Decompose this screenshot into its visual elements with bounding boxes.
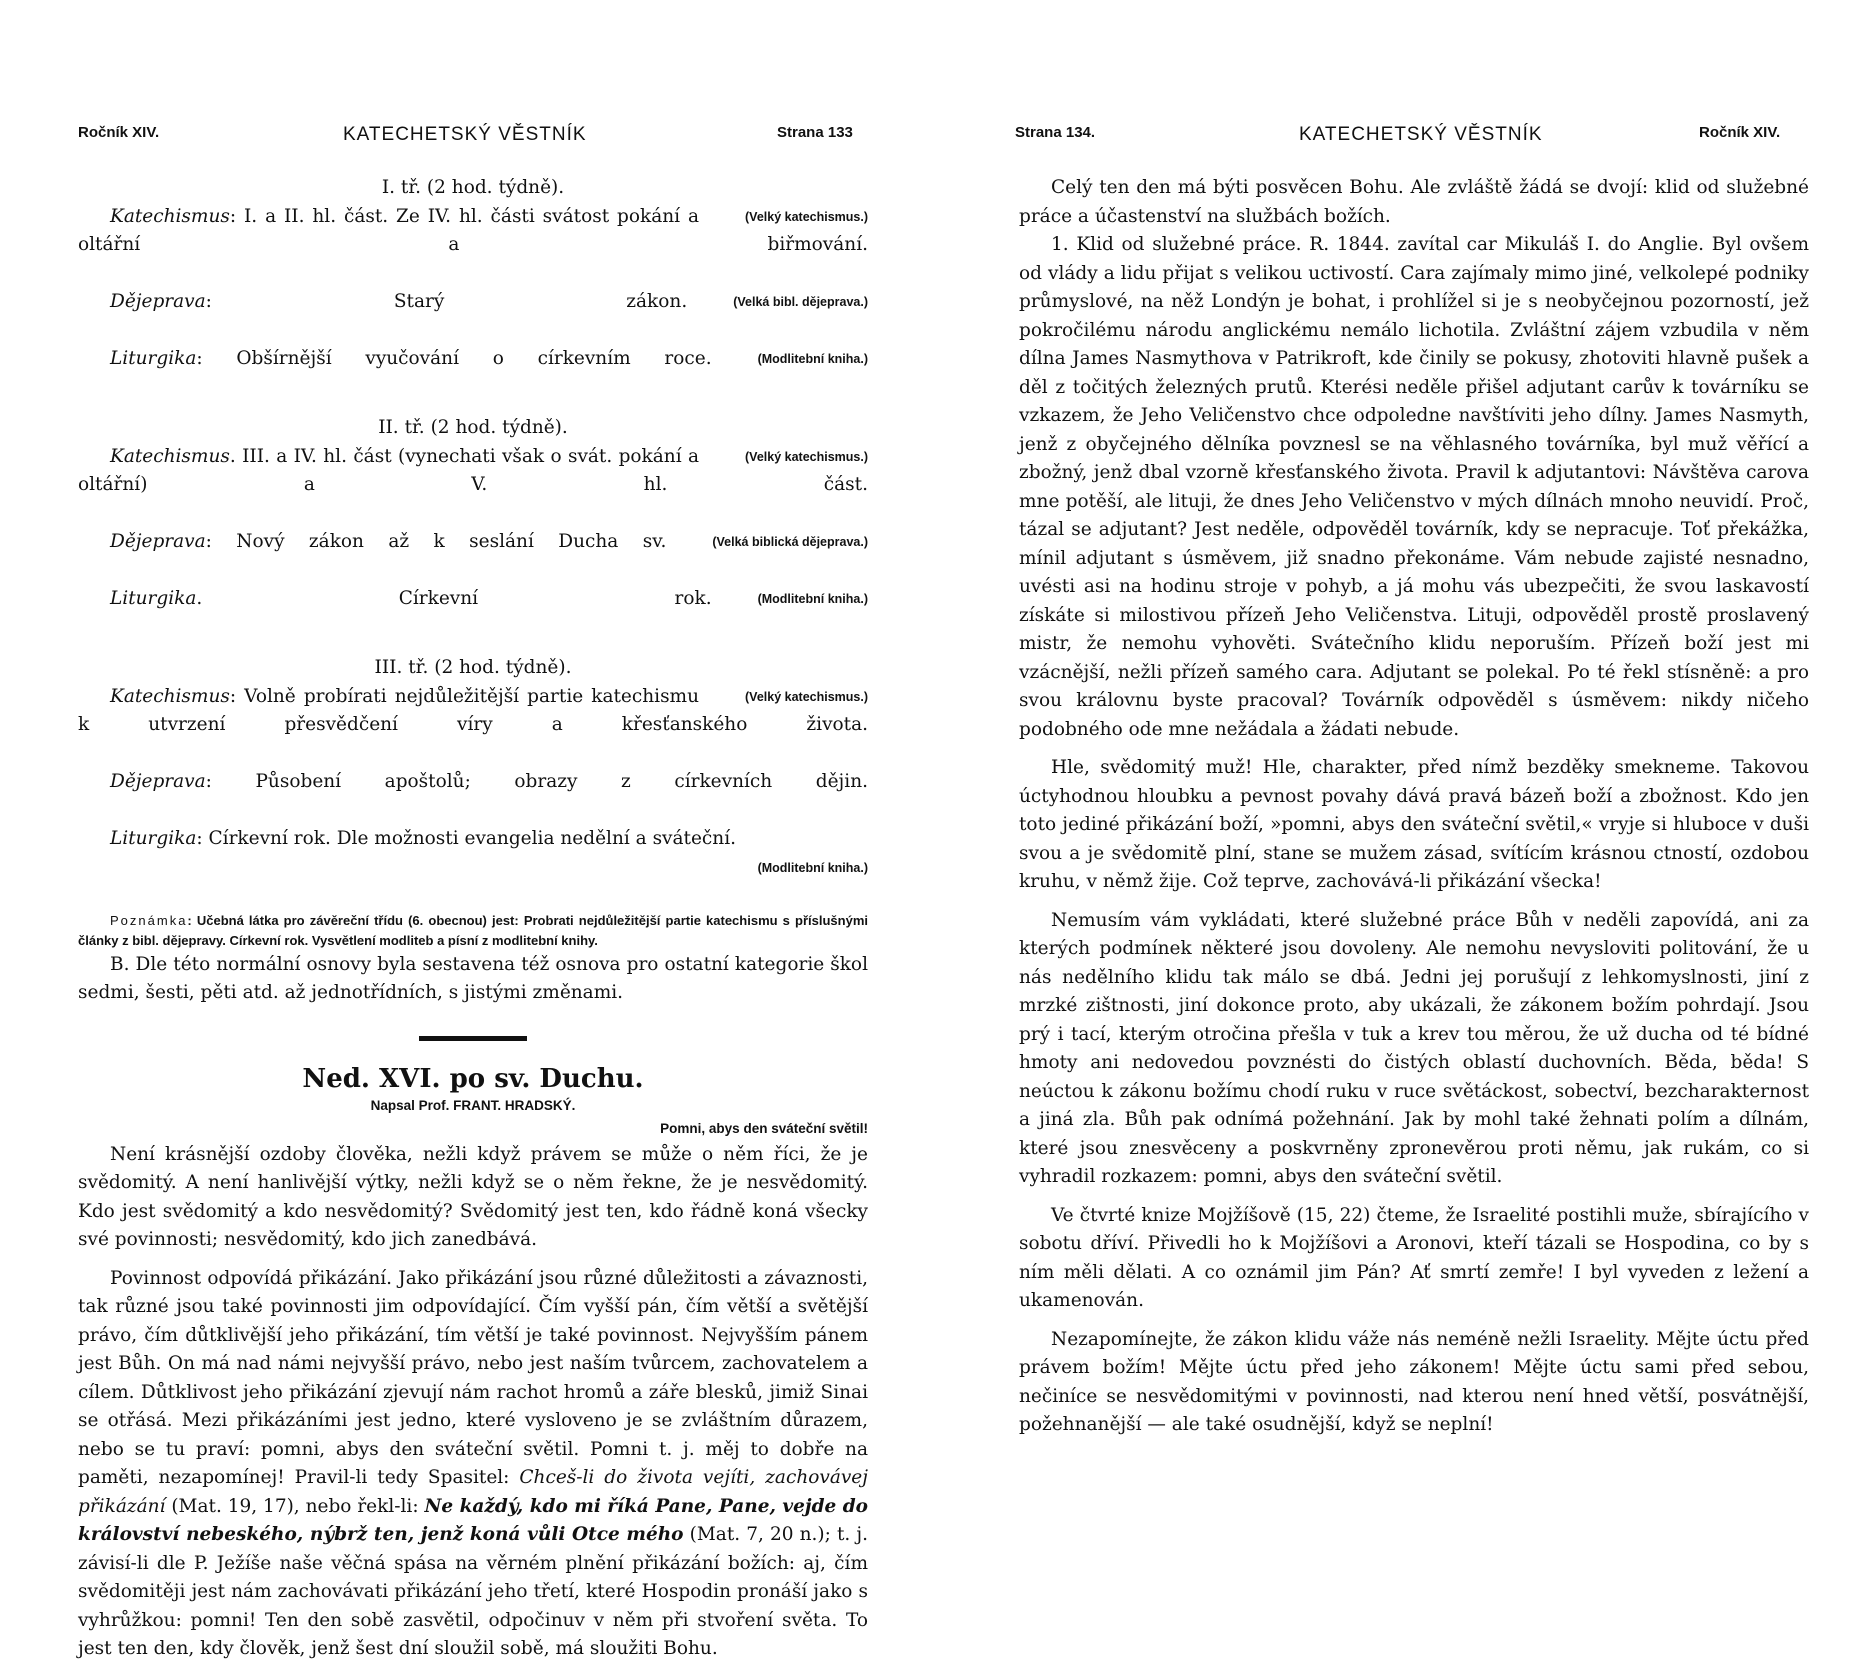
text-run: Povinnost odpovídá přikázání. Jako přikázání jsou různé důležitosti a závaznosti, tak různé jsou také povinnosti jim odpovídající. Čím vyšší pán, čím větší a světější právo, čím důtklivější jeho přikázání, tím větší je také povinnost. Nejvyšším pánem jest Bůh. On má nad námi nejvyšší právo, nebo jest naším tvůrcem, zachovatelem a cílem. Důtklivost jeho přikázání zjevují nám rachot hromů a záře blesků, jimiž Sinai se otřásá. Mezi přikázáními jest jedno, které vysloveno je se zvláštním důrazem, nebo se tu praví: pomni, abys den sváteční světil. Pomni t. j. měj to dobře na paměti, nezapomínej! Pravil-li tedy Spasitel: (78, 1267, 868, 1488)
article-title: Ned. XVI. po sv. Duchu. (302, 1063, 644, 1094)
subject-line (78, 345, 868, 402)
class-heading: I. tř. (2 hod. týdně). (381, 177, 565, 198)
subject-line (78, 288, 868, 345)
subject-line (78, 768, 868, 825)
text-run: (Mat. 7, 20 n.); t. j. závisí-li dle P. Ježíše naše věčná spása na věrném plnění přikázání božích: aj, čím svědomitěji jest nám zachovávati přikázání jeho třetí, které Hospodin pronáší jako s vyhrůžkou: pomni! Ten den sobě zasvětil, odpočinuv v něm při stvoření světa. To jest ten den, kdy člověk, jenž šest dní sloužil sobě, má sloužiti Bohu. (78, 1524, 868, 1659)
subject-label: Liturgika (110, 828, 197, 849)
page-number: Strana 134. (1015, 124, 1096, 141)
subject-text: . Církevní rok. (196, 588, 712, 609)
paragraph: Nezapomínejte, že zákon klidu váže nás neméně nežli Israelity. Mějte úctu před právem božím! Mějte úctu před jeho zákonem! Mějte úctu sami před sebou, nečiníce se nesvědomitými v povinnosti, nad kterou není hned větší, posvátnější, požehnanější — ale také osudnější, když se neplní! (1019, 1328, 1809, 1435)
paragraph: 1. Klid od služebné práce. R. 1844. zavítal car Mikuláš I. do Anglie. Byl ovšem od vlády a lidu přijat s velikou uctivostí. Cara zajímaly mimo jiné, velkolepé podniky průmyslové, na něž Londýn je bohat, i prohlížel si je s neobyčejnou pozorností, jež pokročilému národu anglickému nemálo lichotila. Zvláštní zájem vzbudila v něm dílna James Nasmythova v Patrikroft, kde činily se pokusy, zhotoviti hlavně pušek a děl z točitých železných prutů. Kterési neděle přišel adjutant carův k továrníku se vzkazem, že Jeho Veličenstvo chce odpoledne navštíviti jeho dílny. James Nasmyth, jenž z obyčejného dělníka povznesl se na věhlasného továrníka, byl muž věřící a zbožný, jenž dbal vzorně křesťanského života. Pravil k adjutantovi: Návštěva carova mne potěší, ale lituji, že dnes Jeho Veličenstvo v mých dílnách mnoho neuvidí. Proč, tázal se adjutant? Jest neděle, odpověděl továrník, kdy se nepracuje. Toť překážka, mínil adjutant s úsměvem, již snadno překonáme. Vám nebude zajisté nesnadno, uvésti asi na hodinu stroje v pohyb, a já mohu vás ubezpečiti, že svou laskavostí získáte si milostivou přízeň Jeho Veličenstva. Lituji, odpověděl prostě proslavený mistr, že nemohu vyhověti. Svátečního klidu neporuším. Přízeň boží jest mi vzácnější, nežli přízeň samého cara. Adjutant se polekal. Po té řekl stísněně: a pro svou královnu byste pracoval? Továrník odpověděl s úsměvem: nikdy ničeho podobného ode mne nežádala a žádati nebude. (1019, 234, 1809, 740)
subject-label: Dějeprava (110, 771, 206, 792)
subject-text: : Církevní rok. Dle možnosti evangelia nedělní a sváteční. (196, 828, 736, 849)
subject-line (78, 443, 868, 529)
book-note: (Modlitební kniha.) (757, 860, 868, 875)
scripture-quote: Chceš-li do života vejíti, zachovávej přikázání (78, 1467, 868, 1517)
book-note: (Velký katechismus.) (745, 689, 868, 704)
footnote-label: Poznámka (110, 912, 188, 928)
text-run: (Mat. 19, 17), nebo řekl-li: (165, 1495, 425, 1517)
right-column (1019, 174, 1809, 1440)
subject-label: Liturgika (110, 348, 197, 369)
subject-text: : Působení apoštolů; obrazy z církevních dějin. (205, 771, 868, 792)
subject-label: Katechismus (110, 685, 230, 707)
subject-text: . III. a IV. hl. část (vynechati však o svát. pokání a oltářní) a V. hl. část. (78, 445, 868, 495)
left-running-header (0, 124, 937, 150)
subject-line (78, 825, 868, 911)
article-motto: Pomni, abys den sváteční světil! (660, 1120, 868, 1136)
paragraph: Není krásnější ozdoby člověka, nežli když právem se může o něm říci, že je svědomitý. A není hanlivější výtky, nežli když se o něm řekne, že je nesvědomitý. Kdo jest svědomitý a kdo nesvědomitý? Svědomitý jest ten, kdo řádně koná všecky své povinnosti; nesvědomitý, kdo jich zanedbává. (78, 1143, 868, 1250)
book-note: (Modlitební kniha.) (757, 352, 868, 366)
class-heading: II. tř. (2 hod. týdně). (378, 417, 568, 438)
book-note: (Velký katechismus.) (745, 449, 868, 464)
book-note: (Velký katechismus.) (745, 209, 868, 224)
paragraph: Hle, svědomitý muž! Hle, charakter, před nímž bezděky smekneme. Takovou úctyhodnou hloubku a pevnost povahy dává pravá bázeň boží a zbožnost. Kdo jen toto jediné přikázání boží, »pomni, abys den sváteční světil,« vryje si hluboce v duši svou a je svědomitě plní, stane se mužem zásad, svítícím krásnou ctností, ozdobou kruhu, v němž žije. Což teprve, zachovává-li přikázání všecka! (1019, 757, 1809, 892)
subject-text: : Starý zákon. (205, 291, 688, 312)
scripture-quote: Ne každý, kdo mi říká Pane, Pane, vejde do království nebeského, nýbrž ten, jenž koná vůli Otce mého (78, 1495, 869, 1545)
subject-line (78, 203, 868, 289)
left-column (78, 174, 868, 1664)
subject-line (78, 585, 868, 642)
subject-text: : Nový zákon až k seslání Ducha sv. (205, 531, 667, 552)
section-divider (419, 1036, 527, 1041)
page-number: Strana 133 (777, 124, 853, 141)
book-note: (Velká biblická dějeprava.) (712, 535, 868, 549)
subject-text: : Obšírnější vyučování o církevním roce. (196, 348, 712, 369)
class-heading: III. tř. (2 hod. týdně). (374, 657, 572, 678)
right-running-header (937, 124, 1874, 150)
subject-line (78, 683, 868, 769)
subject-label: Dějeprava (110, 291, 206, 312)
footnote (78, 911, 868, 951)
subject-label: Dějeprava (110, 531, 206, 552)
book-note: (Modlitební kniha.) (757, 592, 868, 606)
footnote-text: : Učebná látka pro závěreční třídu (6. obecnou) jest: Probrati nejdůležitější partie katechismu s příslušnými články z bibl. dějepravy. Církevní rok. Vysvětlení modliteb a písní z modlitební knihy. (78, 912, 868, 948)
volume-label: Ročník XIV. (78, 124, 160, 141)
journal-title: KATECHETSKÝ VĚSTNÍK (343, 124, 587, 145)
subject-label: Katechismus (110, 205, 230, 227)
paragraph (78, 1265, 868, 1664)
paragraph: Nemusím vám vykládati, které služebné práce Bůh v neděli zapovídá, ani za kterých podmínek některé jsou dovoleny. Ale nemohu nevysloviti politování, že u nás nedělního klidu tak málo se dbá. Jedni jej porušují z lehkomyslnosti, jiní z mrzké zištnosti, jiní dokonce proto, aby ukázali, že zákonem božím pohrdají. Jsou prý i tací, kterým otročina přešla v tuk a krev tou měrou, že už ducha od té bídné hmoty ani nedovedou povznésti do čistých oblastí duchovních. Běda, běda! S neúctou k zákonu božímu chodí ruku v ruce světáckost, sobectví, bezcharakternost a jiná zla. Bůh pak odnímá požehnání. Jak by mohl také žehnati polím a dílnám, které jsou znesvěceny a poskvrněny zpronevěrou proti němu, jak rukám, co si vyhradil rozkazem: pomni, abys den sváteční světil. (1019, 909, 1809, 1187)
paragraph: Celý ten den má býti posvěcen Bohu. Ale zvláště žádá se dvojí: klid od služebné práce a účastenství na službách božích. (1019, 177, 1809, 227)
subject-text: : I. a II. hl. část. Ze IV. hl. části svátost pokání a oltářní a biřmování. (78, 205, 868, 255)
article-byline: Napsal Prof. FRANT. HRADSKÝ. (370, 1097, 576, 1113)
subject-label: Liturgika (110, 588, 197, 609)
volume-label: Ročník XIV. (1699, 124, 1781, 141)
left-page (0, 0, 937, 1659)
subject-label: Katechismus (110, 445, 230, 467)
subject-line (78, 528, 868, 585)
subject-text: : Volně probírati nejdůležitější partie katechismu k utvrzení přesvědčení víry a křesťanského života. (78, 685, 868, 735)
paragraph: Ve čtvrté knize Mojžíšově (15, 22) čteme, že Israelité postihli muže, sbírajícího v sobotu dříví. Přivedli ho k Mojžíšovi a Aronovi, kteří tázali se Hospodina, co by s ním měli dělati. A co oznámil jim Pán? Ať smrtí zemře! I byl vyveden z ležení a ukamenován. (1019, 1204, 1809, 1311)
book-note: (Velká bibl. dějeprava.) (733, 295, 868, 309)
right-page (937, 0, 1874, 1500)
section-b: B. Dle této normální osnovy byla sestavena též osnova pro ostatní kategorie škol sedmi, šesti, pěti atd. až jednotřídních, s jistými změnami. (78, 953, 868, 1003)
journal-title: KATECHETSKÝ VĚSTNÍK (1299, 124, 1543, 145)
